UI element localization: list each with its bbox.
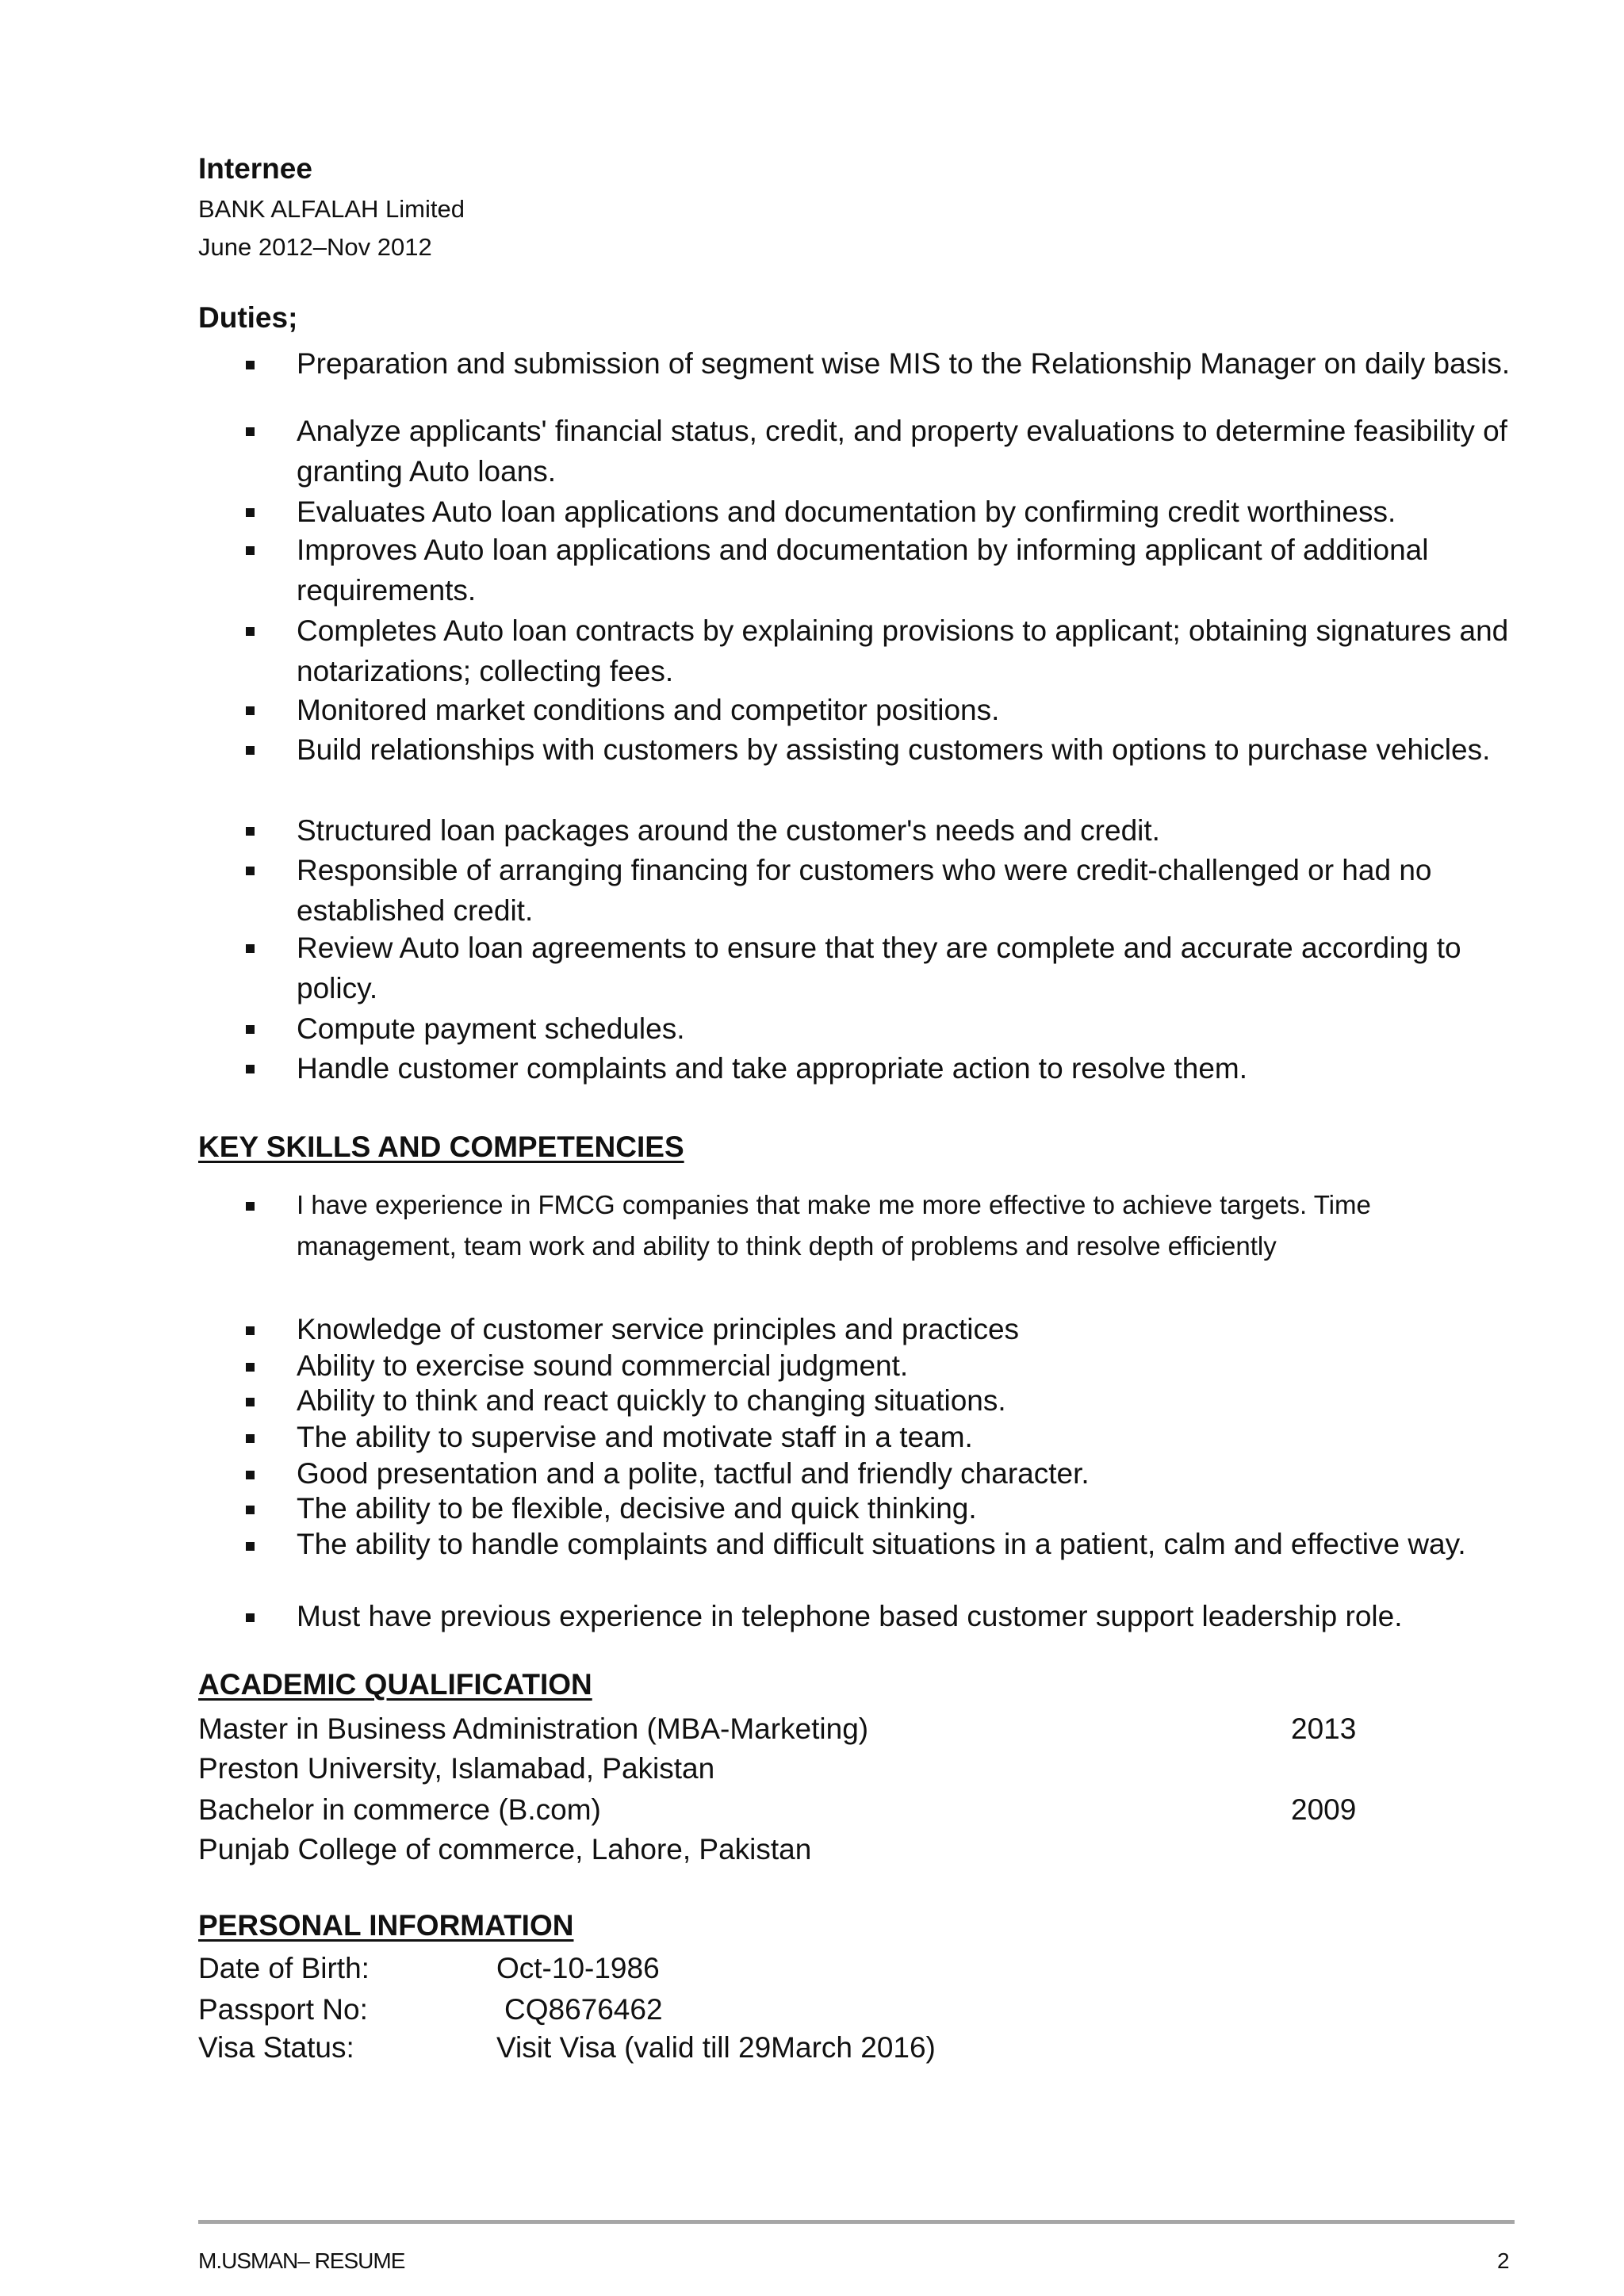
skill-text: I have experience in FMCG companies that make me more effective to achieve targets. Time management, team work and ability to think depth of problems and resolve efficiently xyxy=(297,1190,1371,1261)
skill-text: Ability to exercise sound commercial judgment. xyxy=(297,1349,909,1382)
square-bullet-icon xyxy=(246,1326,255,1335)
square-bullet-icon xyxy=(246,1613,255,1622)
skill-text: Must have previous experience in telephone based customer support leadership role. xyxy=(297,1600,1403,1632)
degree-year: 2009 xyxy=(1291,1793,1357,1826)
degree-year: 2013 xyxy=(1291,1712,1357,1745)
skill-text: The ability to handle complaints and difficult situations in a patient, calm and effective way. xyxy=(297,1528,1466,1560)
square-bullet-icon xyxy=(246,1065,255,1073)
duty-text: Monitored market conditions and competitor positions. xyxy=(297,694,1000,726)
skill-text: The ability to be flexible, decisive and quick thinking. xyxy=(297,1492,977,1525)
square-bullet-icon xyxy=(246,427,255,436)
skill-text: Good presentation and a polite, tactful and friendly character. xyxy=(297,1457,1090,1490)
square-bullet-icon xyxy=(246,361,255,369)
institution-name: Preston University, Islamabad, Pakistan xyxy=(198,1752,715,1785)
duty-text: Improves Auto loan applications and documentation by informing applicant of additional requirements. xyxy=(297,534,1429,607)
duty-text: Review Auto loan agreements to ensure that they are complete and accurate according to policy. xyxy=(297,932,1461,1004)
square-bullet-icon xyxy=(246,1202,255,1211)
degree-name: Bachelor in commerce (B.com) xyxy=(198,1793,601,1826)
field-value: CQ8676462 xyxy=(504,1993,663,2026)
duty-text: Structured loan packages around the customer's needs and credit. xyxy=(297,814,1160,847)
field-value: Oct-10-1986 xyxy=(496,1952,660,1984)
duties-heading: Duties; xyxy=(198,301,298,334)
duty-text: Evaluates Auto loan applications and documentation by confirming credit worthiness. xyxy=(297,496,1396,528)
duty-text: Preparation and submission of segment wise MIS to the Relationship Manager on daily basis. xyxy=(297,347,1511,380)
job-company: BANK ALFALAH Limited xyxy=(198,195,465,223)
institution-name: Punjab College of commerce, Lahore, Pakistan xyxy=(198,1833,812,1866)
duty-text: Compute payment schedules. xyxy=(297,1012,685,1045)
square-bullet-icon xyxy=(246,1398,255,1406)
job-title: Internee xyxy=(198,152,312,185)
duty-text: Responsible of arranging financing for customers who were credit-challenged or had no established credit. xyxy=(297,854,1432,927)
personal-heading: PERSONAL INFORMATION xyxy=(198,1909,574,1942)
square-bullet-icon xyxy=(246,746,255,755)
square-bullet-icon xyxy=(246,1025,255,1034)
square-bullet-icon xyxy=(246,1363,255,1372)
skill-text: Knowledge of customer service principles and practices xyxy=(297,1313,1020,1345)
square-bullet-icon xyxy=(246,827,255,836)
field-label: Visa Status: xyxy=(198,2031,354,2064)
square-bullet-icon xyxy=(246,706,255,715)
footer-title: M.USMAN– RESUME xyxy=(198,2248,405,2273)
square-bullet-icon xyxy=(246,1506,255,1514)
academic-heading: ACADEMIC QUALIFICATION xyxy=(198,1668,592,1701)
job-dates: June 2012–Nov 2012 xyxy=(198,233,432,261)
square-bullet-icon xyxy=(246,944,255,953)
skills-heading: KEY SKILLS AND COMPETENCIES xyxy=(198,1131,684,1163)
square-bullet-icon xyxy=(246,1542,255,1551)
skill-text: Ability to think and react quickly to changing situations. xyxy=(297,1384,1006,1417)
field-label: Date of Birth: xyxy=(198,1952,370,1984)
square-bullet-icon xyxy=(246,508,255,517)
field-value: Visit Visa (valid till 29March 2016) xyxy=(496,2031,936,2064)
duty-text: Build relationships with customers by assisting customers with options to purchase vehicles. xyxy=(297,733,1491,766)
duty-text: Completes Auto loan contracts by explaining provisions to applicant; obtaining signatures and notarizations; collecting fees. xyxy=(297,614,1509,687)
square-bullet-icon xyxy=(246,867,255,875)
duty-text: Handle customer complaints and take appropriate action to resolve them. xyxy=(297,1052,1248,1085)
square-bullet-icon xyxy=(246,627,255,636)
square-bullet-icon xyxy=(246,1471,255,1479)
footer-divider xyxy=(198,2220,1515,2224)
square-bullet-icon xyxy=(246,546,255,555)
square-bullet-icon xyxy=(246,1434,255,1443)
degree-name: Master in Business Administration (MBA-Marketing) xyxy=(198,1712,869,1745)
page-number: 2 xyxy=(1497,2248,1510,2273)
field-label: Passport No: xyxy=(198,1993,368,2026)
skill-text: The ability to supervise and motivate staff in a team. xyxy=(297,1421,973,1453)
duty-text: Analyze applicants' financial status, credit, and property evaluations to determine feasibility of granting Auto loans. xyxy=(297,415,1507,488)
